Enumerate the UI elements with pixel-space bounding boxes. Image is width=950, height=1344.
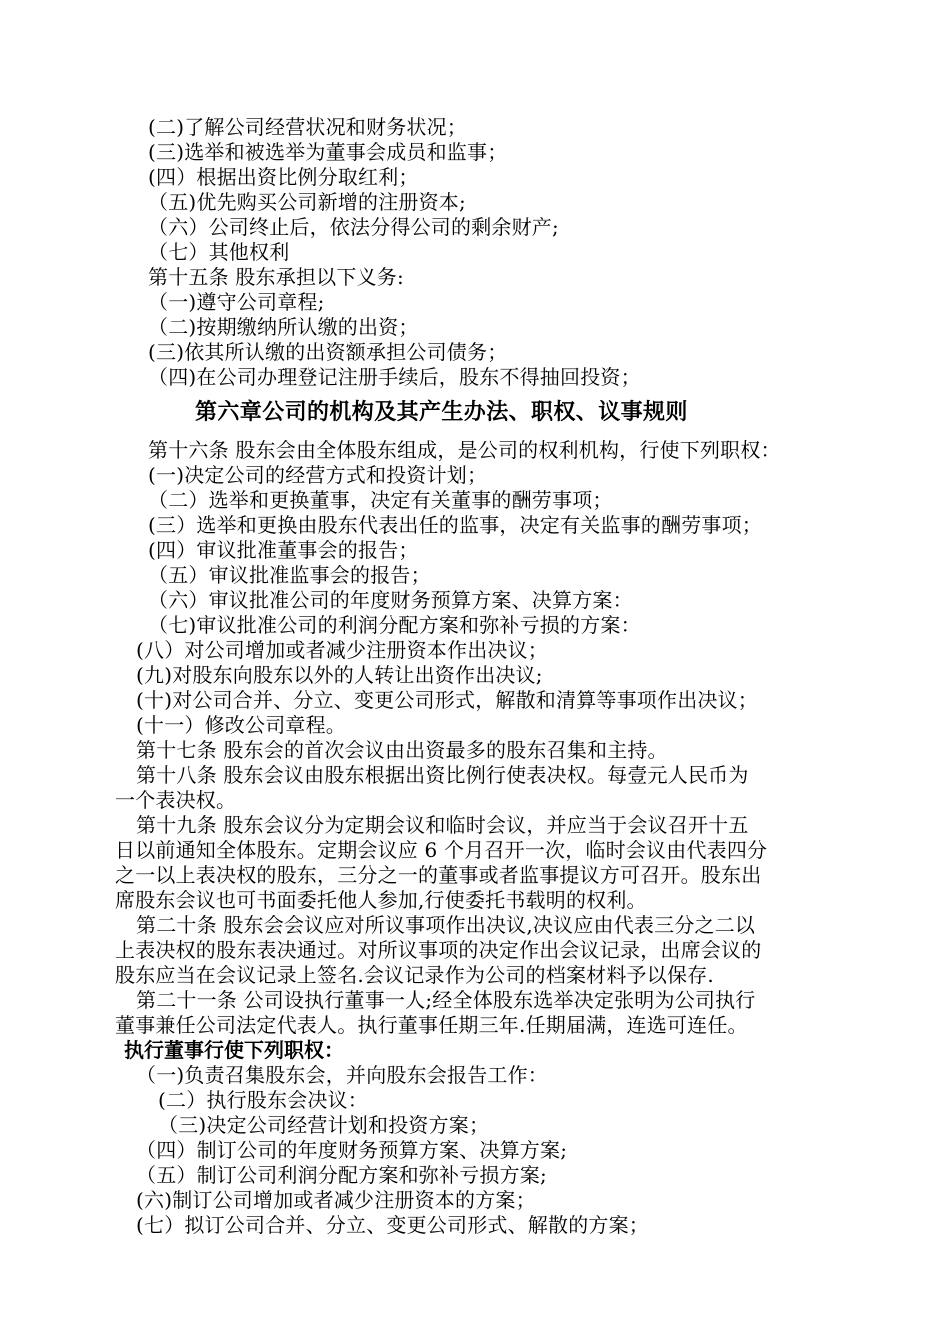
- text-line: （六）审议批准公司的年度财务预算方案、决算方案：: [148, 588, 633, 612]
- text-line: （五）审议批准监事会的报告；: [148, 563, 431, 587]
- text-line: （一)负责召集股东会，并向股东会报告工作：: [136, 1063, 549, 1087]
- section-subheading: 执行董事行使下列职权：: [124, 1038, 344, 1062]
- text-line: （二)按期缴纳所认缴的出资；: [148, 315, 419, 339]
- text-line: 第十五条 股东承担以下义务:: [148, 265, 404, 289]
- text-line: （四）制订公司的年度财务预算方案、决算方案;: [136, 1138, 568, 1162]
- text-line: （三)决定公司经营计划和投资方案；: [158, 1113, 490, 1137]
- text-line: 第十六条 股东会由全体股东组成，是公司的权利机构，行使下列职权：: [148, 438, 781, 462]
- text-line: 第十七条 股东会的首次会议由出资最多的股东召集和主持。: [136, 738, 668, 762]
- text-line: (四）根据出资比例分取红利；: [148, 165, 419, 189]
- text-line: 日以前通知全体股东。定期会议应 6 个月召开一次，临时会议由代表四分: [115, 838, 768, 862]
- text-line: (二）执行股东会决议：: [158, 1088, 369, 1112]
- chapter-title: 第六章公司的机构及其产生办法、职权、议事规则: [195, 399, 688, 425]
- text-line: （二）选举和更换董事，决定有关董事的酬劳事项；: [148, 488, 613, 512]
- text-line: （一)遵守公司章程;: [148, 290, 325, 314]
- text-line: (十)对公司合并、分立、变更公司形式，解散和清算等事项作出决议；: [136, 688, 759, 712]
- text-line: （五)优先购买公司新增的注册资本;: [148, 190, 466, 214]
- text-line: (四）审议批准董事会的报告；: [148, 538, 419, 562]
- text-line: 席股东会议也可书面委托他人参加,行使委托书载明的权利。: [115, 888, 647, 912]
- text-line: 之一以上表决权的股东，三分之一的董事或者监事提议方可召开。股东出: [115, 863, 762, 887]
- text-line: 第二十一条 公司设执行董事一人;经全体股东选举决定张明为公司执行: [136, 988, 756, 1012]
- text-line: 股东应当在会议记录上签名.会议记录作为公司的档案材料予以保存.: [115, 963, 714, 987]
- text-line: （七）其他权利: [148, 240, 290, 264]
- text-line: (三)依其所认缴的出资额承担公司债务；: [148, 340, 508, 364]
- text-line: (十一）修改公司章程。: [136, 713, 347, 737]
- text-line: 一个表决权。: [115, 788, 237, 812]
- text-line: (九)对股东向股东以外的人转让出资作出决议;: [136, 663, 543, 687]
- text-line: （四)在公司办理登记注册手续后，股东不得抽回投资；: [148, 365, 641, 389]
- text-line: (七）拟订公司合并、分立、变更公司形式、解散的方案；: [136, 1213, 650, 1237]
- text-line: （七)审议批准公司的利润分配方案和弥补亏损的方案：: [148, 613, 641, 637]
- text-line: (六)制订公司增加或者减少注册资本的方案；: [136, 1188, 536, 1212]
- text-line: 上表决权的股东表决通过。对所议事项的决定作出会议记录，出席会议的: [115, 938, 762, 962]
- text-line: （六）公司终止后，依法分得公司的剩余财产;: [148, 215, 559, 239]
- text-line: (二)了解公司经营状况和财务状况；: [148, 115, 468, 139]
- text-line: (三)选举和被选举为董事会成员和监事；: [148, 140, 508, 164]
- text-line: （五）制订公司利润分配方案和弥补亏损方案;: [136, 1163, 547, 1187]
- text-line: 董事兼任公司法定代表人。执行董事任期三年.任期届满，连选可连任。: [115, 1013, 748, 1037]
- text-line: (一)决定公司的经营方式和投资计划；: [148, 463, 488, 487]
- text-line: (八）对公司增加或者减少注册资本作出决议；: [136, 638, 549, 662]
- text-line: (三）选举和更换由股东代表出任的监事，决定有关监事的酬劳事项；: [148, 513, 763, 537]
- text-line: 第二十条 股东会会议应对所议事项作出决议,决议应由代表三分之二以: [136, 913, 756, 937]
- text-line: 第十九条 股东会议分为定期会议和临时会议，并应当于会议召开十五: [136, 813, 749, 837]
- text-line: 第十八条 股东会议由股东根据出资比例行使表决权。每壹元人民币为: [136, 763, 749, 787]
